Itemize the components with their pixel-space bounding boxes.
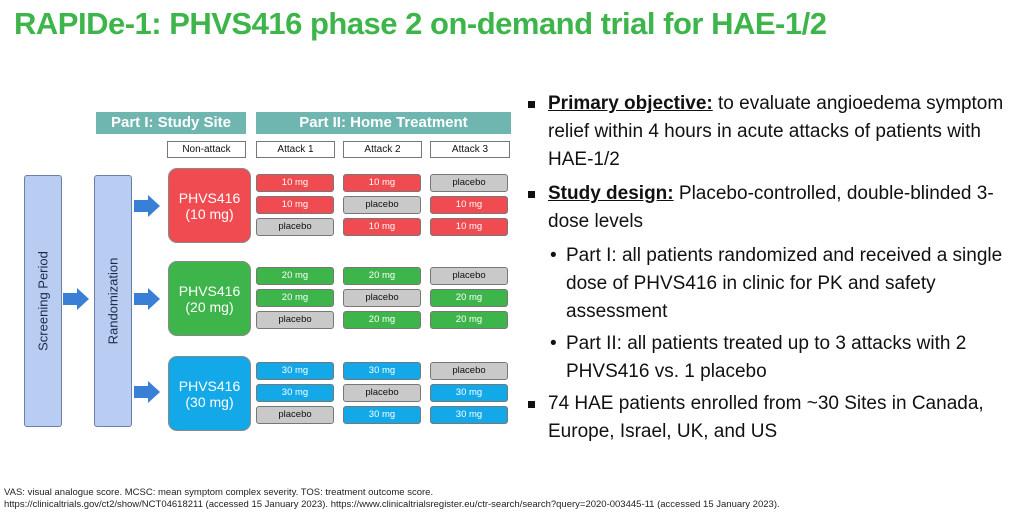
placebo-cell: placebo xyxy=(256,311,334,329)
primary-objective-label: Primary objective: xyxy=(548,93,713,114)
placebo-cell: placebo xyxy=(256,406,334,424)
dose-cell: 10 mg xyxy=(256,196,334,214)
part2-header: Part II: Home Treatment xyxy=(256,112,511,134)
dose-cell: 10 mg xyxy=(256,174,334,192)
bullet-dot: • xyxy=(550,245,557,266)
placebo-cell: placebo xyxy=(430,174,508,192)
placebo-cell: placebo xyxy=(430,362,508,380)
dose-cell: 30 mg xyxy=(430,406,508,424)
dose-amount-label: (10 mg) xyxy=(185,205,234,222)
col-label-attack-2: Attack 2 xyxy=(343,141,422,158)
bullet-list xyxy=(528,90,1008,452)
dose-cell: 20 mg xyxy=(343,267,421,285)
col-label-attack-3: Attack 3 xyxy=(430,141,510,158)
dose-cell: 30 mg xyxy=(256,384,334,402)
part2-text: Part II: all patients treated up to 3 attacks with 2 PHVS416 vs. 1 placebo xyxy=(566,333,967,382)
dose-drug-label: PHVS416 xyxy=(178,282,241,299)
sub-bullet-part1 xyxy=(528,242,1008,326)
study-design-text: Placebo-controlled, double-blinded 3-dose levels xyxy=(548,183,994,232)
bullet-dot: • xyxy=(550,333,557,354)
part1-text: Part I: all patients randomized and received a single dose of PHVS416 in clinic for PK and safety assessment xyxy=(566,245,1003,322)
dose-cell: 10 mg xyxy=(430,218,508,236)
placebo-cell: placebo xyxy=(343,384,421,402)
dose-group-box xyxy=(168,261,251,336)
sub-bullet-part2 xyxy=(528,330,1008,386)
dose-group-box xyxy=(168,168,251,243)
dose-cell: 30 mg xyxy=(343,406,421,424)
primary-objective-text: to evaluate angioedema symptom relief within 4 hours in acute attacks of patients with HAE-1/2 xyxy=(548,93,1004,170)
screening-period-bar xyxy=(24,175,62,427)
dose-cell: 20 mg xyxy=(430,289,508,307)
bullet-enrolled xyxy=(528,390,1008,446)
placebo-cell: placebo xyxy=(256,218,334,236)
col-label-non-attack: Non-attack xyxy=(167,141,246,158)
part1-header: Part I: Study Site xyxy=(96,112,246,134)
dose-amount-label: (20 mg) xyxy=(185,298,234,315)
dose-cell: 20 mg xyxy=(256,289,334,307)
dose-cell: 20 mg xyxy=(343,311,421,329)
bullet-study-design xyxy=(528,180,1008,236)
square-bullet-icon xyxy=(528,191,535,198)
dose-cell: 20 mg xyxy=(256,267,334,285)
dose-cell: 20 mg xyxy=(430,311,508,329)
enrolled-text: 74 HAE patients enrolled from ~30 Sites in Canada, Europe, Israel, UK, and US xyxy=(548,393,984,442)
placebo-cell: placebo xyxy=(343,289,421,307)
col-label-attack-1: Attack 1 xyxy=(256,141,335,158)
dose-cell: 10 mg xyxy=(343,218,421,236)
square-bullet-icon xyxy=(528,401,535,408)
bullet-primary-objective xyxy=(528,90,1008,174)
screening-period-label: Screening Period xyxy=(35,251,51,351)
placebo-cell: placebo xyxy=(343,196,421,214)
dose-amount-label: (30 mg) xyxy=(185,393,234,410)
dose-drug-label: PHVS416 xyxy=(178,189,241,206)
dose-cell: 30 mg xyxy=(343,362,421,380)
dose-drug-label: PHVS416 xyxy=(178,377,241,394)
page-title: RAPIDe-1: PHVS416 phase 2 on-demand trial for HAE-1/2 xyxy=(14,6,827,41)
dose-cell: 10 mg xyxy=(430,196,508,214)
dose-cell: 30 mg xyxy=(430,384,508,402)
dose-cell: 30 mg xyxy=(256,362,334,380)
dose-cell: 10 mg xyxy=(343,174,421,192)
footnote-line-1: VAS: visual analogue score. MCSC: mean symptom complex severity. TOS: treatment outcome score. xyxy=(4,487,434,498)
footnote xyxy=(4,487,780,511)
randomization-label: Randomization xyxy=(105,257,121,345)
square-bullet-icon xyxy=(528,101,535,108)
footnote-line-2: https://clinicaltrials.gov/ct2/show/NCT04618211 (accessed 15 January 2023). https://www.clinicaltrialsregister.eu/ctr-search/search?query=2020-003445-11 (accessed 15 January 2023). xyxy=(4,499,780,510)
study-design-label: Study design: xyxy=(548,183,674,204)
randomization-bar xyxy=(94,175,132,427)
placebo-cell: placebo xyxy=(430,267,508,285)
dose-group-box xyxy=(168,356,251,431)
